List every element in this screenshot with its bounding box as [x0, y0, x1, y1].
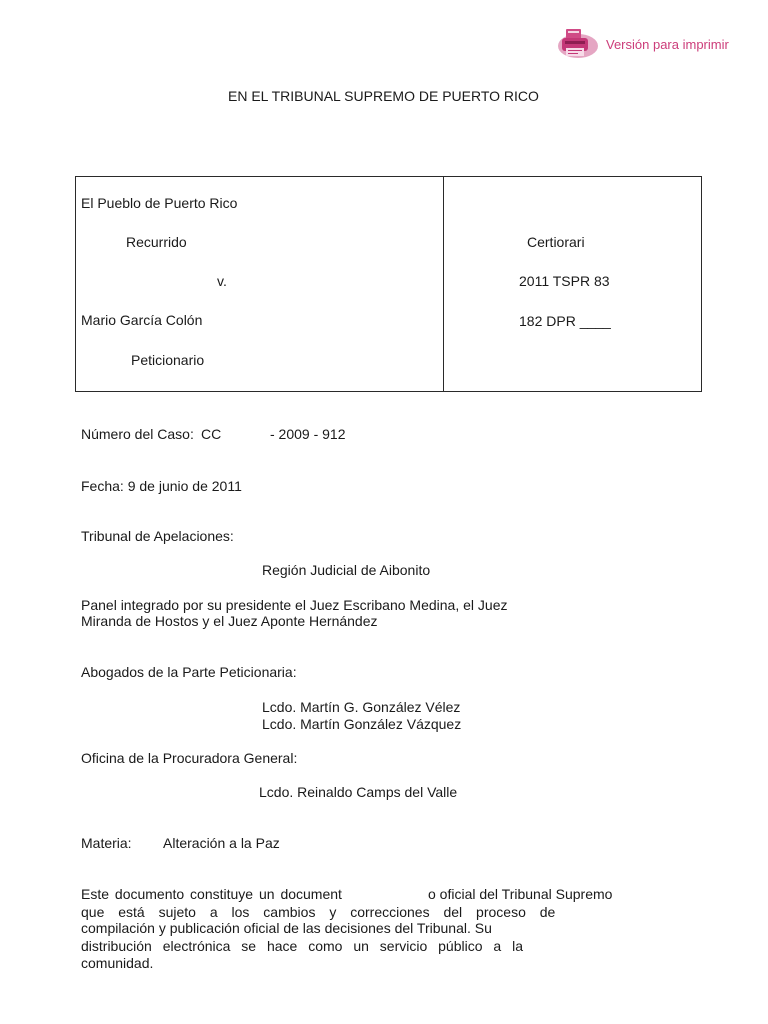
- decision-date: Fecha: 9 de junio de 2011: [81, 478, 242, 494]
- writ-type: Certiorari: [527, 234, 585, 250]
- party-plaintiff: El Pueblo de Puerto Rico: [81, 195, 238, 211]
- court-heading: EN EL TRIBUNAL SUPREMO DE PUERTO RICO: [228, 88, 539, 104]
- printer-icon: [556, 26, 604, 60]
- versus-label: v.: [217, 273, 227, 289]
- party-defendant: Mario García Colón: [81, 312, 203, 328]
- case-number-value: - 2009 - 912: [270, 426, 346, 442]
- print-version-link[interactable]: [556, 26, 729, 60]
- subject-label: Materia:: [81, 835, 132, 851]
- panel-line-2: Miranda de Hostos y el Juez Aponte Hernández: [81, 613, 378, 629]
- notice-line-1b: o oficial del Tribunal Supremo: [428, 886, 613, 902]
- dpr-citation: 182 DPR ____: [519, 313, 611, 329]
- panel-line-1: Panel integrado por su presidente el Juez Escribano Medina, el Juez: [81, 597, 508, 613]
- solicitor-office-label: Oficina de la Procuradora General:: [81, 750, 298, 766]
- case-number-prefix: CC: [201, 426, 222, 442]
- print-version-label: Versión para imprimir: [606, 36, 729, 52]
- subject-value: Alteración a la Paz: [163, 835, 280, 851]
- appeals-court-label: Tribunal de Apelaciones:: [81, 528, 234, 544]
- notice-line-2: que está sujeto a los cambios y correcciones del proceso de: [81, 904, 556, 920]
- judicial-region: Región Judicial de Aibonito: [262, 562, 431, 578]
- notice-line-3: compilación y publicación oficial de las decisiones del Tribunal. Su: [81, 920, 492, 936]
- citation: 2011 TSPR 83: [519, 273, 610, 289]
- notice-line-4: distribución electrónica se hace como un servicio público a la: [81, 938, 523, 954]
- caption-divider: [443, 177, 444, 391]
- petitioner-attorneys-label: Abogados de la Parte Peticionaria:: [81, 664, 297, 680]
- solicitor-name: Lcdo. Reinaldo Camps del Valle: [259, 784, 458, 800]
- case-number-label: Número del Caso:: [81, 426, 194, 442]
- notice-line-5: comunidad.: [81, 955, 154, 971]
- attorney-name-2: Lcdo. Martín González Vázquez: [262, 716, 462, 732]
- attorney-name-1: Lcdo. Martín G. González Vélez: [262, 699, 461, 715]
- party-defendant-role: Peticionario: [131, 352, 205, 368]
- party-plaintiff-role: Recurrido: [126, 234, 187, 250]
- notice-line-1a: Este documento constituye un document: [81, 886, 342, 902]
